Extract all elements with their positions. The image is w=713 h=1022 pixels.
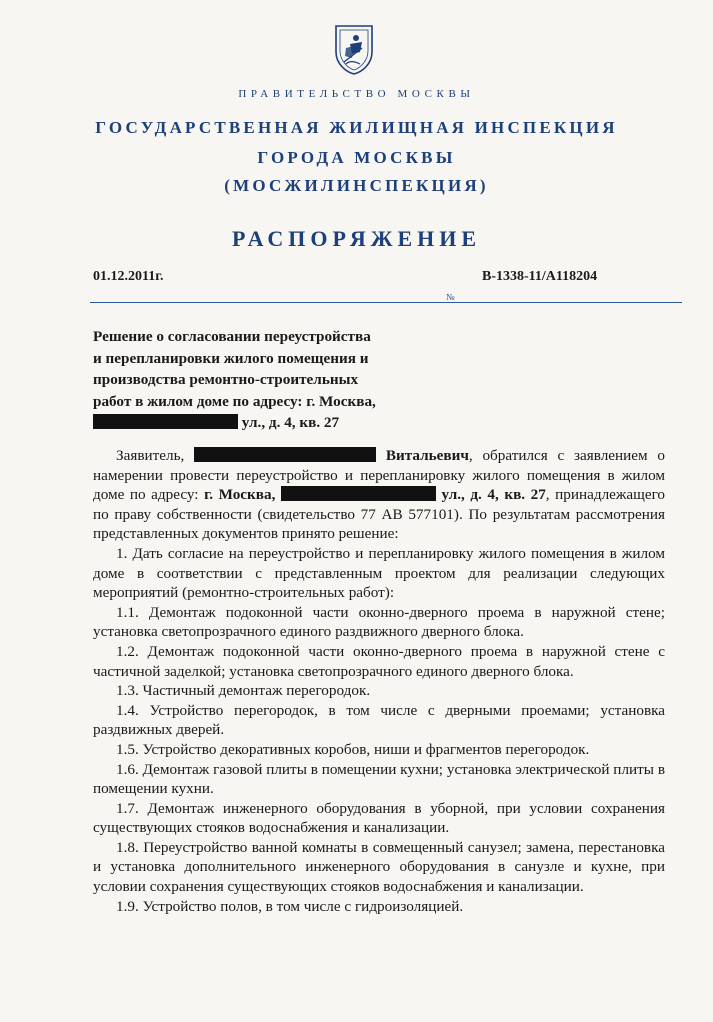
subject-line: производства ремонтно-строительных (93, 371, 359, 388)
inspection-title-line2: ГОРОДА МОСКВЫ (257, 148, 456, 167)
applicant-address: ул., д. 4, кв. 27 (441, 486, 546, 504)
decision-item: 1.7. Демонтаж инженерного оборудования в уборной, при условии сохранения существующих стояков водоснабжения и канализации. (93, 799, 665, 837)
applicant-text: , обратился с заявлением о намерении провести переустройство и перепланировку жилого помещения в жилом доме по адресу: (93, 447, 665, 504)
applicant-intro: Заявитель, (116, 447, 185, 464)
decision-item: 1.1. Демонтаж подоконной части оконно-дверного проема в наружной стене; установка светопрозрачного единого раздвижного дверного блока. (93, 603, 665, 641)
applicant-paragraph (93, 446, 665, 544)
document-number: В-1338-11/А118204 (482, 269, 598, 284)
redacted-street (281, 486, 436, 501)
decision-item: 1. Дать согласие на переустройство и перепланировку жилого помещения в жилом доме в соответствии с представленным проектом для реализации следующих мероприятий (ремонтно-строительных работ): (93, 544, 665, 602)
decision-item: 1.9. Устройство полов, в том числе с гидроизоляцией. (116, 897, 464, 915)
decision-item: 1.5. Устройство декоративных коробов, ниши и фрагментов перегородок. (116, 740, 590, 758)
redacted-applicant-name (194, 447, 376, 462)
document-type-title: РАСПОРЯЖЕНИЕ (231, 226, 482, 251)
decision-item: 1.4. Устройство перегородок, в том числе с дверными проемами; установка раздвижных дверей. (93, 701, 665, 739)
inspection-title-line1: ГОСУДАРСТВЕННАЯ ЖИЛИЩНАЯ ИНСПЕКЦИЯ (95, 118, 618, 137)
subject-block (93, 326, 433, 434)
applicant-text-end: , принадлежащего по праву собственности (свидетельство 77 АВ 577101). По результатам рассмотрения представленных документов принято решение: (93, 486, 666, 543)
document-date: 01.12.2011г. (93, 269, 164, 284)
subject-line: и перепланировки жилого помещения и (93, 349, 369, 367)
applicant-patronymic: Витальевич (385, 447, 469, 464)
moscow-coat-of-arms-icon (332, 22, 376, 76)
subject-address-suffix: ул., д. 4, кв. 27 (241, 414, 340, 431)
subject-line: Решение о согласовании переустройства (93, 328, 371, 345)
government-label: ПРАВИТЕЛЬСТВО МОСКВЫ (238, 88, 475, 100)
subject-line: работ в жилом доме по адресу: г. Москва, (93, 392, 376, 410)
applicant-city: г. Москва, (204, 486, 276, 504)
decision-item: 1.2. Демонтаж подоконной части оконно-дверного проема в наружной стене с частичной заделкой; установка светопрозрачного единого дверного блока. (93, 642, 665, 680)
decision-item: 1.8. Переустройство ванной комнаты в совмещенный санузел; замена, перестановка и установка дополнительного инженерного оборудования в санузле и кухне, при условии сохранения существующих стояков водоснабжения и канализации. (93, 838, 665, 896)
redacted-street (93, 414, 238, 429)
number-underline (90, 302, 682, 303)
subject-line (93, 412, 433, 434)
document-body (93, 446, 665, 916)
inspection-title-line3: (МОСЖИЛИНСПЕКЦИЯ) (224, 176, 489, 195)
number-sign: № (446, 292, 455, 302)
decision-item: 1.6. Демонтаж газовой плиты в помещении кухни; установка электрической плиты в помещении кухни. (93, 760, 665, 798)
decision-item: 1.3. Частичный демонтаж перегородок. (116, 682, 371, 700)
